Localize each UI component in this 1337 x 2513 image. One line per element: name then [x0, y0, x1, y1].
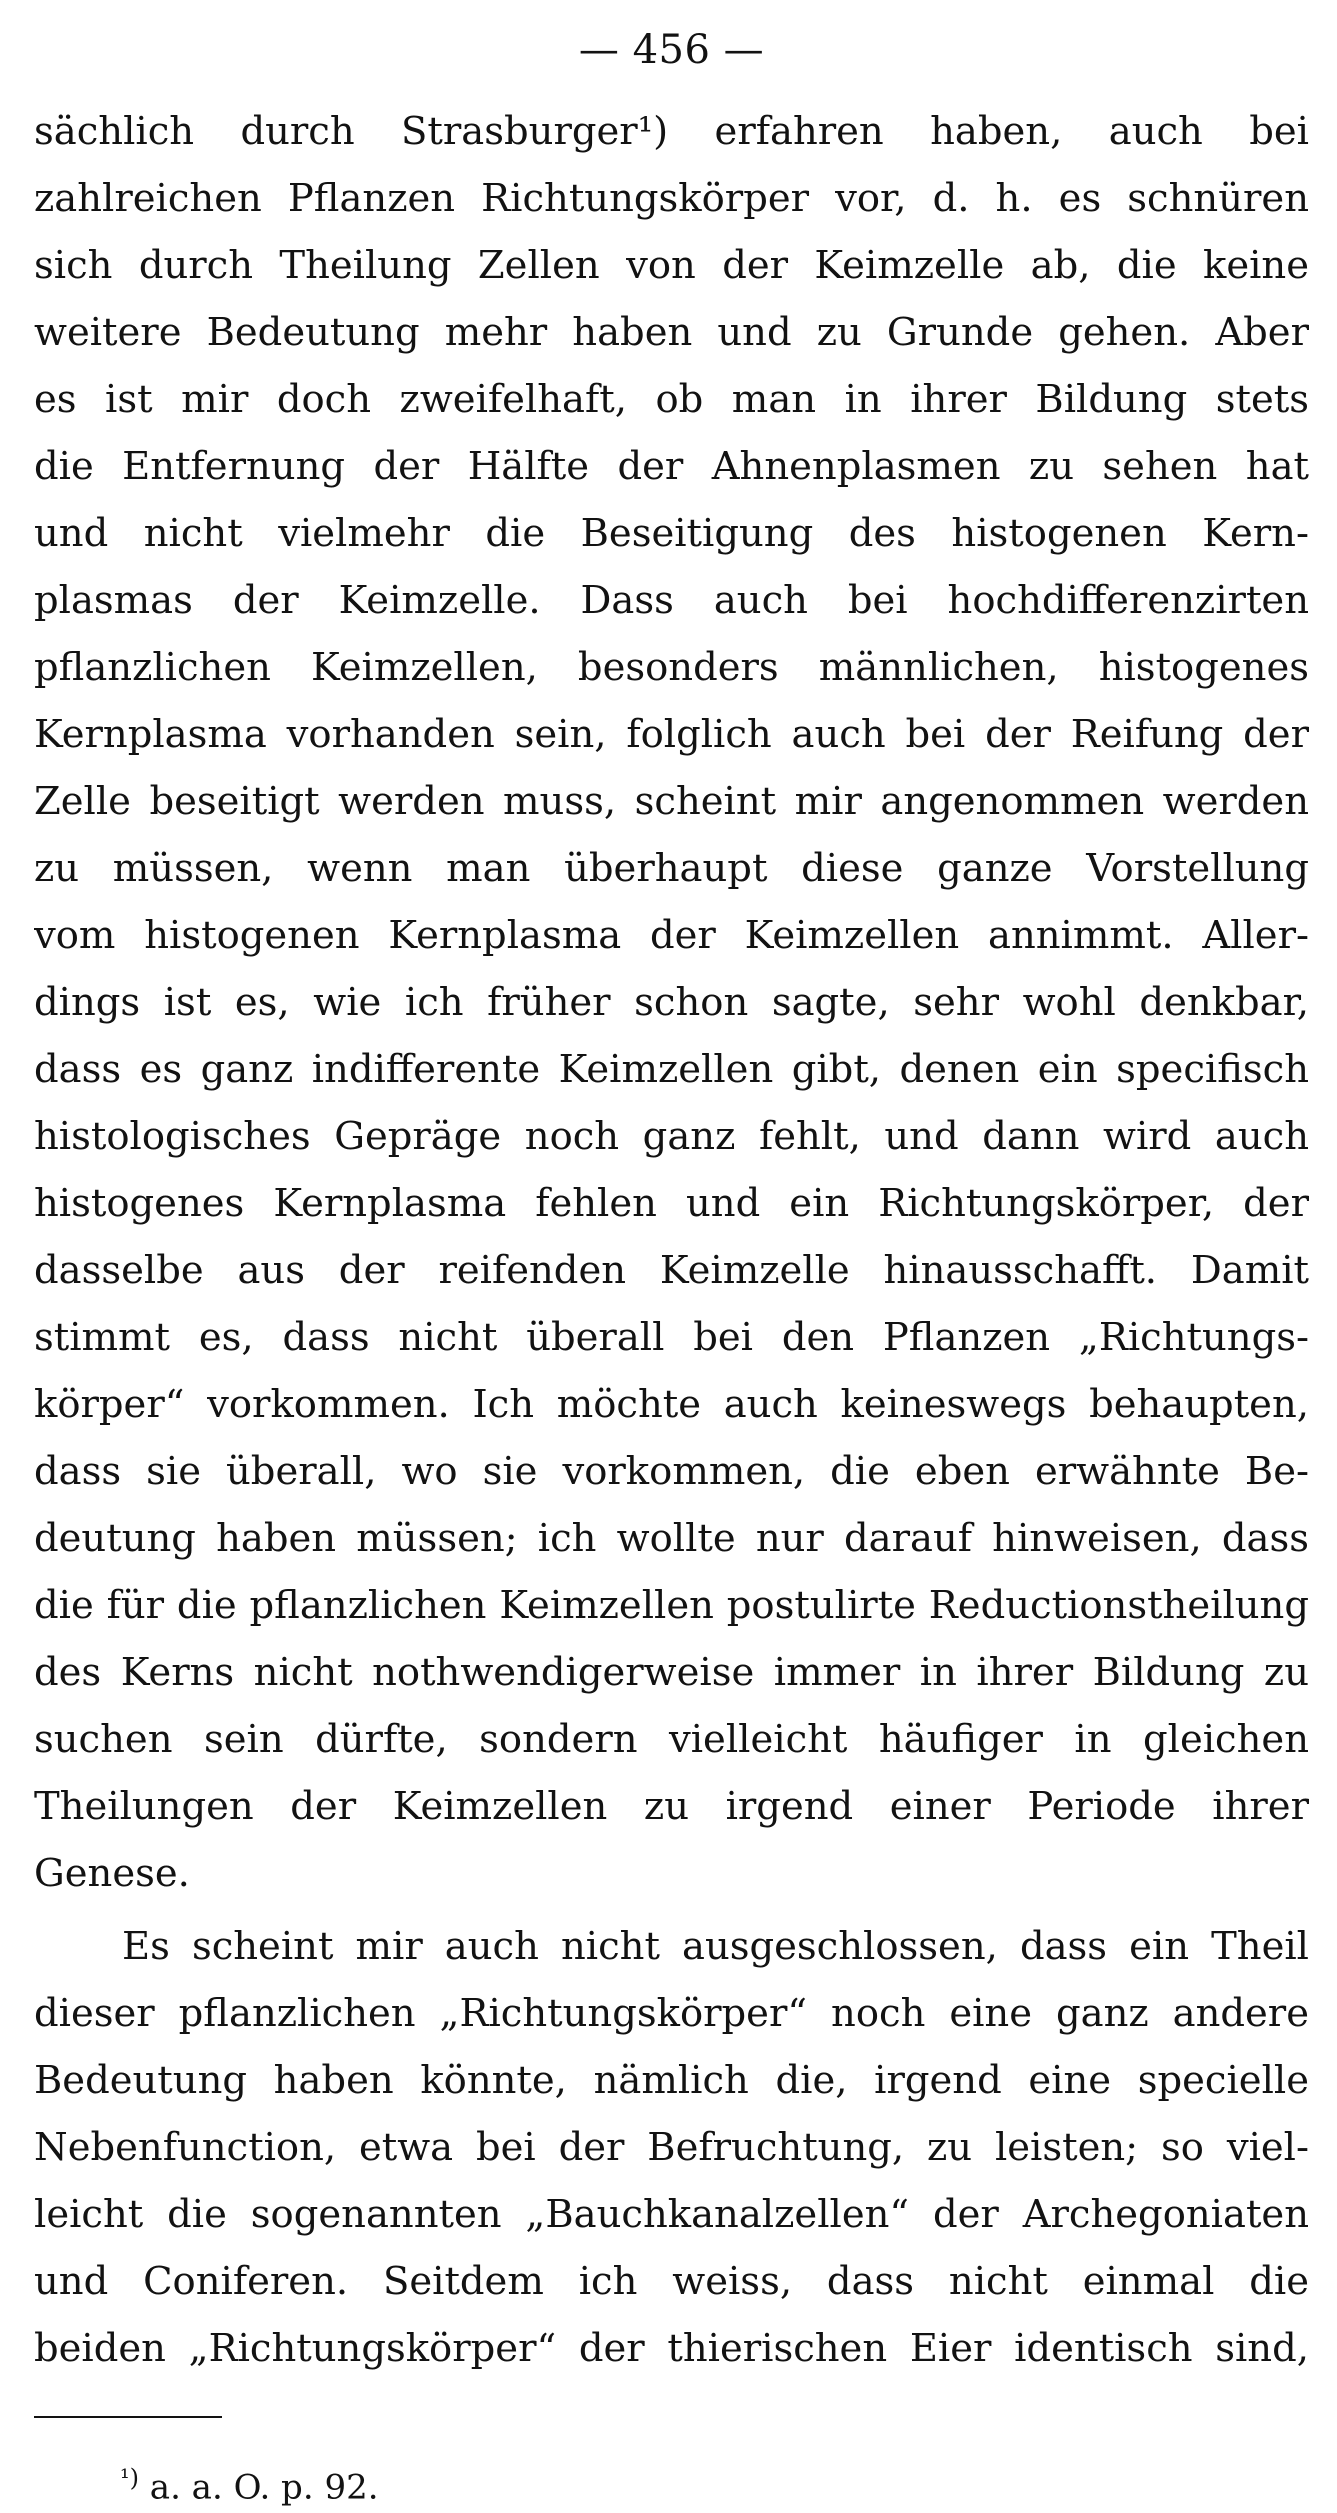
text-line: körper“ vorkommen. Ich möchte auch keineswegs behaupten, [34, 1382, 1309, 1427]
text-line: leicht die sogenannten „Bauchkanalzellen“ der Archegoniaten [34, 2192, 1309, 2237]
text-line: dieser pflanzlichen „Richtungskörper“ noch eine ganz andere [34, 1991, 1309, 2036]
text-line: pflanzlichen Keimzellen, besonders männlichen, histogenes [34, 645, 1309, 690]
text-line: histogenes Kernplasma fehlen und ein Richtungskörper, der [34, 1181, 1309, 1226]
text-line: dass es ganz indifferente Keimzellen gibt, denen ein specifisch [34, 1047, 1309, 1092]
footnote-marker: ¹) [120, 2464, 139, 2492]
text-line: zu müssen, wenn man überhaupt diese ganze Vorstellung [34, 846, 1309, 891]
text-line: Kernplasma vorhanden sein, folglich auch bei der Reifung der [34, 712, 1309, 757]
text-line: und nicht vielmehr die Beseitigung des histogenen Kern- [34, 511, 1309, 556]
text-line: vom histogenen Kernplasma der Keimzellen annimmt. Aller- [34, 913, 1309, 958]
text-line: Genese. [34, 1851, 190, 1896]
text-line: sich durch Theilung Zellen von der Keimzelle ab, die keine [34, 243, 1309, 288]
text-line: Theilungen der Keimzellen zu irgend einer Periode ihrer [34, 1784, 1309, 1829]
footnote [34, 2452, 1309, 2513]
text-line: es ist mir doch zweifelhaft, ob man in ihrer Bildung stets [34, 377, 1309, 422]
text-line: deutung haben müssen; ich wollte nur darauf hinweisen, dass [34, 1516, 1309, 1561]
text-line: dasselbe aus der reifenden Keimzelle hinausschafft. Damit [34, 1248, 1309, 1293]
page-number: — 456 — [578, 27, 765, 73]
text-line: Bedeutung haben könnte, nämlich die, irgend eine specielle [34, 2058, 1309, 2103]
text-line: und Coniferen. Seitdem ich weiss, dass nicht einmal die [34, 2259, 1309, 2304]
text-line: histologisches Gepräge noch ganz fehlt, und dann wird auch [34, 1114, 1309, 1159]
text-line: weitere Bedeutung mehr haben und zu Grunde gehen. Aber [34, 310, 1309, 355]
text-line: zahlreichen Pflanzen Richtungskörper vor, d. h. es schnüren [34, 176, 1309, 221]
paragraph-2 [34, 1913, 1309, 2382]
footnote-text: a. a. O. p. 92. [138, 2467, 379, 2508]
text-line: Nebenfunction, etwa bei der Befruchtung, zu leisten; so viel- [34, 2125, 1309, 2170]
text-line: plasmas der Keimzelle. Dass auch bei hochdifferenzirten [34, 578, 1309, 623]
text-line: beiden „Richtungskörper“ der thierischen Eier identisch sind, [34, 2326, 1309, 2371]
footnote-divider [34, 2416, 222, 2418]
text-line: Es scheint mir auch nicht ausgeschlossen, dass ein Theil [122, 1924, 1309, 1969]
text-line: Zelle beseitigt werden muss, scheint mir angenommen werden [34, 779, 1309, 824]
text-line: des Kerns nicht nothwendigerweise immer in ihrer Bildung zu [34, 1650, 1309, 1695]
text-line: stimmt es, dass nicht überall bei den Pflanzen „Richtungs- [34, 1315, 1309, 1360]
text-line: die Entfernung der Hälfte der Ahnenplasmen zu sehen hat [34, 444, 1309, 489]
text-line: dass sie überall, wo sie vorkommen, die eben erwähnte Be- [34, 1449, 1309, 1494]
text-line: sächlich durch Strasburger¹) erfahren haben, auch bei [34, 109, 1309, 154]
text-line: suchen sein dürfte, sondern vielleicht häufiger in gleichen [34, 1717, 1309, 1762]
text-line: dings ist es, wie ich früher schon sagte, sehr wohl denkbar, [34, 980, 1309, 1025]
text-line: die für die pflanzlichen Keimzellen postulirte Reductionstheilung [34, 1583, 1309, 1628]
paragraph-1 [34, 98, 1309, 1907]
